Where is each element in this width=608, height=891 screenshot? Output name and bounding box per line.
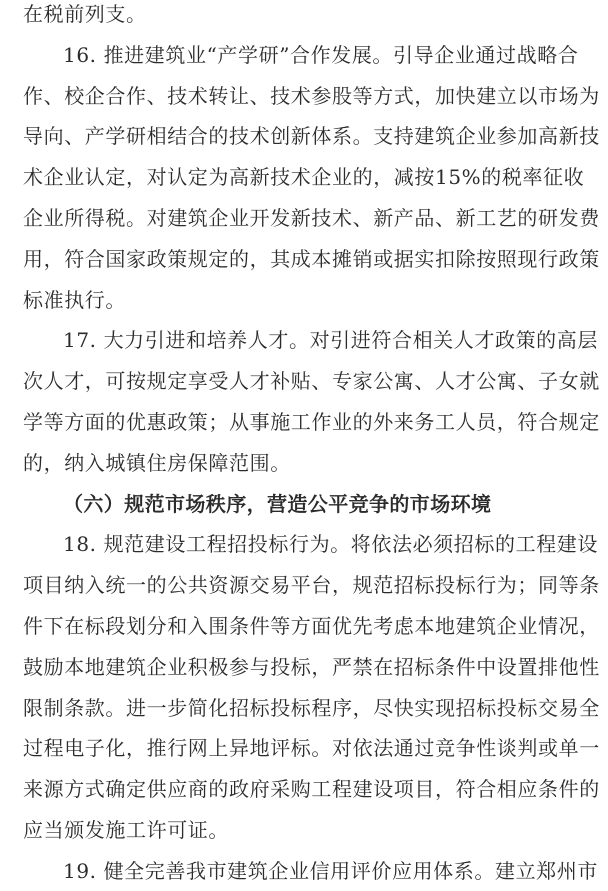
paragraph-16-start: 16. 推进建筑业“产学研”合作发展。引导企业通过战略合: [63, 42, 579, 67]
paragraph-19-start: 19. 健全完善我市建筑企业信用评价应用体系。建立郑州市: [63, 858, 598, 883]
paragraph-18-start: 18. 规范建设工程招投标行为。将依法必须招标的工程建设: [63, 532, 598, 557]
text-line: 次人才，可按规定享受人才补贴、专家公寓、人才公寓、子女就: [23, 369, 600, 394]
text-line: 学等方面的优惠政策；从事施工作业的外来务工人员，符合规定: [23, 410, 600, 434]
text-line: 导向、产学研相结合的技术创新体系。支持建筑企业参加高新技: [23, 124, 600, 149]
text-line: 术企业认定，对认定为高新技术企业的，减按15%的税率征收: [23, 165, 585, 190]
section-heading: （六）规范市场秩序，营造公平竞争的市场环境: [63, 491, 492, 516]
text-line: 作、校企合作、技术转让、技术参股等方式，加快建立以市场为: [23, 83, 600, 108]
text-line: 应当颁发施工许可证。: [23, 818, 229, 842]
text-line: 鼓励本地建筑企业积极参与投标，严禁在招标条件中设置排他性: [23, 654, 600, 679]
text-line: 件下在标段划分和入围条件等方面优先考虑本地建筑企业情况，: [23, 614, 600, 638]
text-line: 限制条款。进一步简化招标投标程序，尽快实现招标投标交易全: [23, 695, 600, 720]
text-line: 来源方式确定供应商的政府采购工程建设项目，符合相应条件的: [23, 777, 600, 802]
text-line: 在税前列支。: [23, 2, 147, 26]
text-line: 的，纳入城镇住房保障范围。: [23, 450, 291, 475]
text-line: 企业所得税。对建筑企业开发新技术、新产品、新工艺的研发费: [23, 206, 600, 230]
text-line: 用，符合国家政策规定的，其成本摊销或据实扣除按照现行政策: [23, 246, 600, 271]
text-line: 标准执行。: [23, 287, 126, 312]
paragraph-17-start: 17. 大力引进和培养人才。对引进符合相关人才政策的高层: [63, 328, 598, 353]
text-line: 过程电子化，推行网上异地评标。对依法通过竞争性谈判或单一: [23, 736, 600, 761]
text-line: 项目纳入统一的公共资源交易平台，规范招标投标行为；同等条: [23, 573, 600, 598]
